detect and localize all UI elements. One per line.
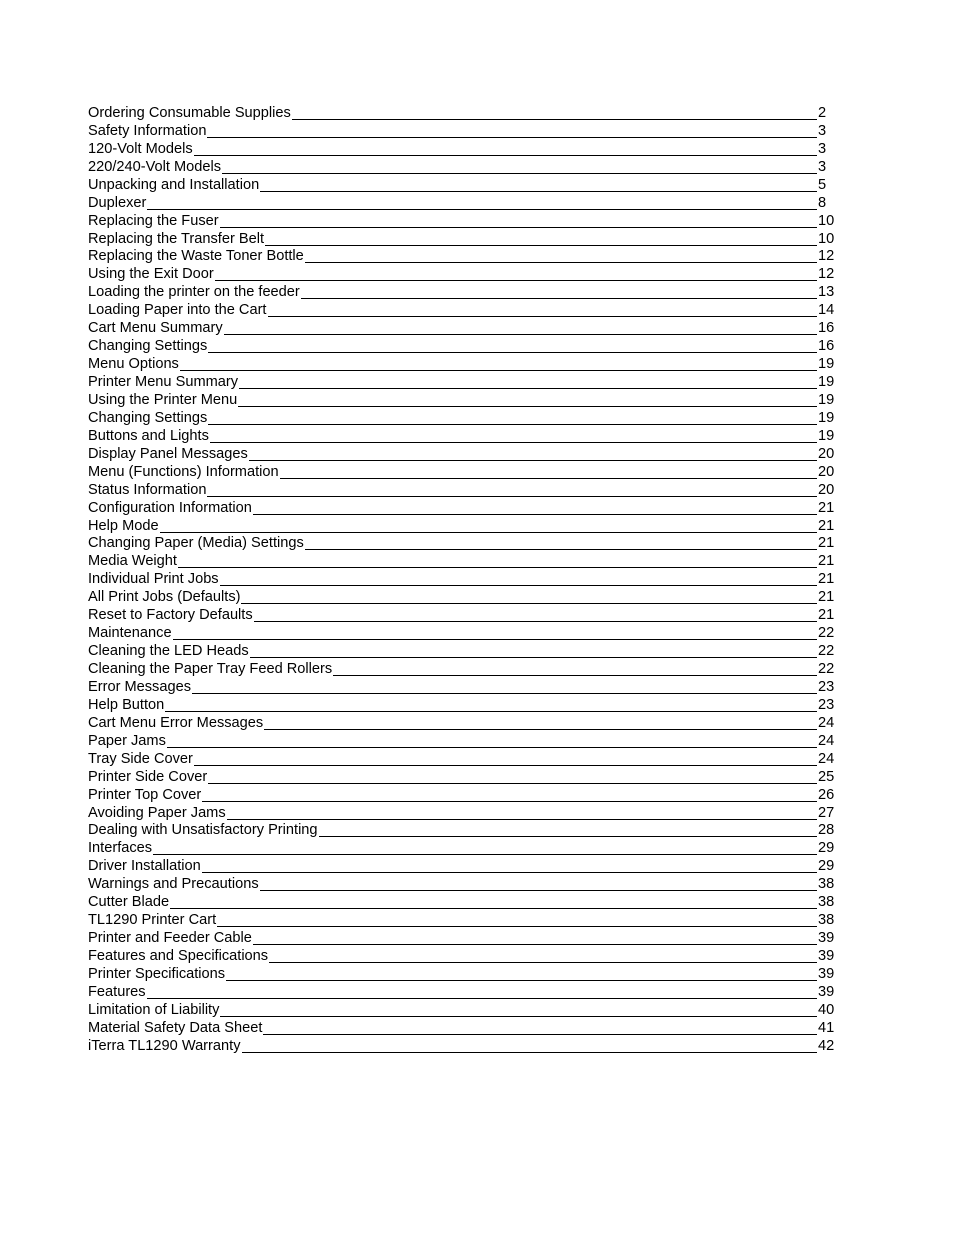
toc-leader-line: [319, 836, 817, 837]
toc-entry[interactable]: [88, 1001, 837, 1019]
toc-entry[interactable]: [88, 786, 837, 804]
toc-entry-page-number: 21: [818, 607, 835, 624]
toc-entry-title: Changing Settings: [88, 338, 208, 355]
toc-entry-title: 220/240-Volt Models: [88, 158, 222, 175]
toc-entry[interactable]: [88, 140, 837, 158]
toc-entry-page-number: 29: [818, 858, 835, 875]
toc-leader-line: [194, 155, 817, 156]
toc-entry[interactable]: [88, 804, 837, 822]
toc-entry-page-number: 23: [818, 696, 835, 713]
toc-entry[interactable]: [88, 875, 837, 893]
toc-leader-line: [207, 137, 817, 138]
toc-leader-line: [178, 567, 817, 568]
toc-entry[interactable]: [88, 104, 837, 122]
toc-entry[interactable]: [88, 158, 837, 176]
toc-entry-title: Status Information: [88, 481, 207, 498]
toc-entry[interactable]: [88, 355, 837, 373]
toc-entry[interactable]: [88, 732, 837, 750]
toc-entry-title: Display Panel Messages: [88, 445, 248, 462]
toc-entry[interactable]: [88, 194, 837, 212]
toc-entry[interactable]: [88, 409, 837, 427]
toc-entry[interactable]: [88, 337, 837, 355]
toc-entry-title: Media Weight: [88, 553, 177, 570]
toc-leader-line: [249, 460, 817, 461]
toc-entry-title: Printer Top Cover: [88, 786, 202, 803]
toc-entry[interactable]: [88, 552, 837, 570]
toc-entry[interactable]: [88, 678, 837, 696]
toc-entry-page-number: 19: [818, 391, 835, 408]
toc-entry-page-number: 19: [818, 374, 835, 390]
toc-entry-title: Buttons and Lights: [88, 427, 209, 444]
toc-leader-line: [253, 944, 817, 945]
toc-entry-page-number: 12: [818, 266, 835, 283]
toc-entry-page-number: 8: [818, 194, 827, 211]
toc-entry-page-number: 3: [818, 158, 827, 175]
toc-entry-page-number: 14: [818, 302, 835, 319]
toc-leader-line: [269, 962, 817, 963]
toc-entry[interactable]: [88, 768, 837, 786]
toc-entry-page-number: 22: [818, 643, 835, 660]
toc-leader-line: [147, 209, 817, 210]
toc-leader-line: [222, 173, 817, 174]
toc-entry-page-number: 39: [818, 965, 835, 982]
toc-entry[interactable]: [88, 499, 837, 517]
toc-entry-page-number: 41: [818, 1019, 835, 1036]
toc-entry-title: Driver Installation: [88, 858, 201, 875]
toc-entry-title: Changing Paper (Media) Settings: [88, 535, 304, 552]
toc-entry-page-number: 39: [818, 930, 835, 947]
toc-leader-line: [173, 639, 817, 640]
toc-entry-page-number: 26: [818, 786, 835, 803]
toc-leader-line: [220, 1016, 817, 1017]
toc-entry[interactable]: [88, 570, 837, 588]
toc-entry-title: Loading Paper into the Cart: [88, 302, 267, 319]
toc-leader-line: [224, 334, 817, 335]
toc-leader-line: [208, 783, 817, 784]
toc-entry[interactable]: [88, 301, 837, 319]
toc-leader-line: [215, 280, 817, 281]
toc-entry-page-number: 21: [818, 553, 835, 570]
toc-entry-title: Using the Printer Menu: [88, 391, 238, 408]
toc-entry-title: 120-Volt Models: [88, 140, 193, 157]
toc-entry[interactable]: [88, 535, 837, 553]
toc-entry[interactable]: [88, 319, 837, 337]
toc-entry-page-number: 24: [818, 750, 835, 767]
toc-entry-page-number: 23: [818, 678, 835, 695]
toc-entry-title: Features: [88, 983, 146, 1000]
toc-entry-title: Replacing the Waste Toner Bottle: [88, 248, 304, 265]
toc-entry-page-number: 19: [818, 409, 835, 426]
toc-entry[interactable]: [88, 696, 837, 714]
toc-entry[interactable]: [88, 857, 837, 875]
table-of-contents: [88, 104, 837, 1055]
toc-entry[interactable]: [88, 445, 837, 463]
toc-leader-line: [238, 406, 817, 407]
toc-entry-title: Unpacking and Installation: [88, 176, 260, 193]
toc-leader-line: [242, 1052, 818, 1053]
toc-entry-page-number: 19: [818, 427, 835, 444]
toc-leader-line: [265, 245, 817, 246]
toc-entry-page-number: 29: [818, 840, 835, 857]
toc-entry-title: Warnings and Precautions: [88, 876, 259, 893]
toc-leader-line: [220, 585, 817, 586]
toc-entry[interactable]: [88, 929, 837, 947]
toc-entry-page-number: 13: [818, 284, 835, 301]
toc-entry[interactable]: [88, 588, 837, 606]
toc-leader-line: [153, 854, 817, 855]
toc-entry-title: Printer Specifications: [88, 965, 226, 982]
toc-entry-page-number: 42: [818, 1037, 835, 1054]
toc-entry-title: Error Messages: [88, 678, 191, 695]
toc-entry-title: Material Safety Data Sheet: [88, 1019, 263, 1036]
toc-entry-page-number: 39: [818, 948, 835, 964]
toc-entry-title: Maintenance: [88, 625, 172, 642]
toc-entry-title: Changing Settings: [88, 409, 208, 426]
toc-leader-line: [167, 747, 817, 748]
toc-entry[interactable]: [88, 230, 837, 248]
toc-entry[interactable]: [88, 212, 837, 230]
toc-entry[interactable]: [88, 427, 837, 445]
toc-entry[interactable]: [88, 642, 837, 660]
toc-entry[interactable]: [88, 624, 837, 642]
toc-entry-title: Menu Options: [88, 356, 179, 373]
toc-entry-page-number: 20: [818, 463, 835, 480]
toc-entry-page-number: 21: [818, 589, 835, 606]
toc-entry-title: Printer Menu Summary: [88, 374, 239, 390]
toc-entry[interactable]: [88, 1019, 837, 1037]
toc-entry-page-number: 21: [818, 571, 835, 588]
toc-entry[interactable]: [88, 983, 837, 1001]
toc-entry-title: Menu (Functions) Information: [88, 463, 279, 480]
toc-entry-page-number: 10: [818, 212, 835, 229]
toc-entry-title: Loading the printer on the feeder: [88, 284, 300, 301]
toc-entry[interactable]: [88, 391, 837, 409]
toc-entry-title: Avoiding Paper Jams: [88, 804, 226, 821]
toc-entry-page-number: 20: [818, 481, 835, 498]
toc-leader-line: [305, 262, 817, 263]
toc-entry-title: Features and Specifications: [88, 948, 269, 964]
toc-leader-line: [254, 621, 817, 622]
toc-leader-line: [217, 926, 817, 927]
toc-entry[interactable]: [88, 893, 837, 911]
toc-leader-line: [305, 549, 817, 550]
toc-entry-page-number: 38: [818, 876, 835, 893]
toc-leader-line: [260, 890, 817, 891]
toc-entry-page-number: 22: [818, 625, 835, 642]
toc-entry-page-number: 40: [818, 1001, 835, 1018]
toc-leader-line: [250, 657, 817, 658]
toc-entry-page-number: 39: [818, 983, 835, 1000]
toc-entry-title: Duplexer: [88, 194, 147, 211]
toc-entry-page-number: 16: [818, 320, 835, 337]
toc-entry-title: Tray Side Cover: [88, 750, 193, 767]
toc-leader-line: [292, 119, 817, 120]
toc-entry[interactable]: [88, 176, 837, 194]
toc-leader-line: [253, 514, 817, 515]
toc-entry-page-number: 19: [818, 356, 835, 373]
toc-entry-title: Safety Information: [88, 122, 207, 139]
toc-entry-title: Cleaning the Paper Tray Feed Rollers: [88, 661, 333, 677]
toc-entry[interactable]: [88, 517, 837, 535]
toc-entry-title: Printer Side Cover: [88, 768, 208, 785]
toc-entry-title: Using the Exit Door: [88, 266, 214, 283]
toc-entry[interactable]: [88, 248, 837, 266]
toc-entry[interactable]: [88, 606, 837, 624]
toc-entry-page-number: 24: [818, 732, 835, 749]
toc-leader-line: [220, 227, 817, 228]
toc-entry-page-number: 2: [818, 104, 827, 121]
toc-leader-line: [160, 532, 817, 533]
toc-entry-title: Cart Menu Error Messages: [88, 714, 264, 731]
toc-leader-line: [208, 424, 817, 425]
toc-entry-page-number: 27: [818, 804, 835, 821]
toc-entry[interactable]: [88, 1037, 837, 1055]
toc-entry[interactable]: [88, 750, 837, 768]
toc-leader-line: [165, 711, 817, 712]
toc-entry-page-number: 3: [818, 140, 827, 157]
toc-entry-title: TL1290 Printer Cart: [88, 912, 217, 929]
toc-entry-page-number: 16: [818, 338, 835, 355]
toc-entry-page-number: 38: [818, 894, 835, 911]
toc-entry-title: Help Button: [88, 696, 165, 713]
toc-entry-title: Limitation of Liability: [88, 1001, 220, 1018]
toc-entry[interactable]: [88, 911, 837, 929]
toc-entry-page-number: 28: [818, 822, 835, 839]
toc-leader-line: [208, 352, 817, 353]
toc-entry-page-number: 21: [818, 499, 835, 516]
toc-entry[interactable]: [88, 714, 837, 732]
toc-entry[interactable]: [88, 373, 837, 391]
toc-entry[interactable]: [88, 283, 837, 301]
toc-leader-line: [263, 1034, 817, 1035]
toc-entry-title: Cutter Blade: [88, 894, 170, 911]
toc-entry[interactable]: [88, 822, 837, 840]
toc-entry-title: iTerra TL1290 Warranty: [88, 1037, 241, 1054]
toc-leader-line: [301, 298, 817, 299]
toc-entry-title: Paper Jams: [88, 732, 166, 749]
toc-leader-line: [226, 980, 817, 981]
toc-entry-page-number: 12: [818, 248, 835, 265]
toc-entry[interactable]: [88, 481, 837, 499]
toc-leader-line: [207, 496, 817, 497]
toc-leader-line: [170, 908, 817, 909]
toc-leader-line: [268, 316, 818, 317]
toc-leader-line: [227, 819, 817, 820]
toc-leader-line: [260, 191, 817, 192]
toc-entry-title: Dealing with Unsatisfactory Printing: [88, 822, 318, 839]
toc-leader-line: [194, 765, 817, 766]
toc-entry-title: All Print Jobs (Defaults): [88, 589, 241, 606]
toc-entry-page-number: 24: [818, 714, 835, 731]
toc-leader-line: [280, 478, 817, 479]
toc-leader-line: [180, 370, 817, 371]
toc-leader-line: [147, 998, 817, 999]
toc-entry-title: Reset to Factory Defaults: [88, 607, 253, 624]
toc-entry-page-number: 25: [818, 768, 835, 785]
toc-entry-page-number: 38: [818, 912, 835, 929]
toc-entry-page-number: 5: [818, 176, 827, 193]
toc-entry-title: Individual Print Jobs: [88, 571, 219, 588]
toc-entry-title: Replacing the Transfer Belt: [88, 230, 265, 247]
toc-leader-line: [239, 388, 817, 389]
toc-entry[interactable]: [88, 947, 837, 965]
toc-leader-line: [202, 872, 817, 873]
toc-leader-line: [264, 729, 817, 730]
toc-entry-title: Interfaces: [88, 840, 153, 857]
toc-leader-line: [210, 442, 817, 443]
toc-entry-page-number: 21: [818, 517, 835, 534]
toc-entry[interactable]: [88, 839, 837, 857]
toc-entry[interactable]: [88, 122, 837, 140]
toc-entry[interactable]: [88, 660, 837, 678]
toc-entry-title: Cleaning the LED Heads: [88, 643, 249, 660]
toc-entry[interactable]: [88, 965, 837, 983]
toc-entry-title: Help Mode: [88, 517, 159, 534]
toc-entry-title: Ordering Consumable Supplies: [88, 104, 291, 121]
toc-entry-title: Configuration Information: [88, 499, 252, 516]
toc-entry-title: Cart Menu Summary: [88, 320, 223, 337]
toc-leader-line: [192, 693, 817, 694]
toc-entry-page-number: 3: [818, 122, 827, 139]
toc-entry-title: Printer and Feeder Cable: [88, 930, 252, 947]
toc-entry-page-number: 10: [818, 230, 835, 247]
toc-entry[interactable]: [88, 265, 837, 283]
toc-entry[interactable]: [88, 463, 837, 481]
toc-entry-title: Replacing the Fuser: [88, 212, 219, 229]
toc-leader-line: [241, 603, 817, 604]
toc-entry-page-number: 22: [818, 661, 835, 677]
toc-leader-line: [202, 801, 817, 802]
toc-entry-page-number: 21: [818, 535, 835, 552]
toc-leader-line: [333, 675, 817, 676]
toc-entry-page-number: 20: [818, 445, 835, 462]
